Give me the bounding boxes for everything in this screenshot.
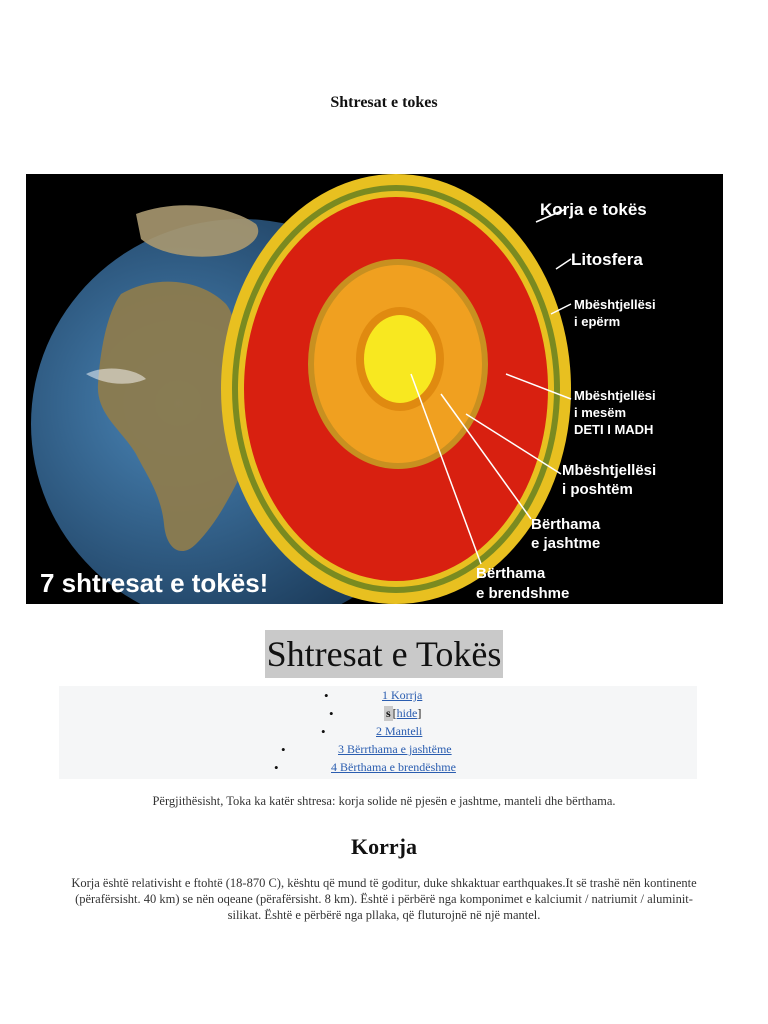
label-mesem-2: i mesëm [574, 405, 627, 420]
earth-layers-illustration [26, 174, 723, 604]
inner-core-layer [364, 315, 436, 403]
section-heading: Korrja [351, 834, 417, 859]
toc-bullet: • [281, 742, 286, 757]
earth-layers-figure [26, 174, 723, 604]
label-korja: Korja e tokës [540, 200, 647, 219]
toc-link-korja[interactable]: 1 Korrja [382, 688, 423, 702]
label-brendshme-2: e brendshme [476, 585, 570, 602]
toc-item [59, 706, 697, 724]
leader-litosfera [556, 259, 571, 269]
toc-item [59, 760, 697, 778]
document-title: Shtresat e tokes [330, 94, 438, 111]
table-of-contents [59, 686, 697, 779]
label-jashtme-1: Bërthama [531, 516, 601, 533]
figure-caption: 7 shtresat e tokës! [40, 568, 269, 598]
toc-hide-link[interactable]: hide [396, 706, 418, 720]
toc-item [59, 742, 697, 760]
toc-link-berthama-brendshme[interactable]: 4 Bërthama e brendëshme [331, 760, 456, 774]
section-paragraph: Korja është relativisht e ftohtë (18-870 C), kështu që mund të goditur, duke shkaktuar earthquakes.It së trashë nën kontinente (përafërsisht. 40 km) se nën oqeane (përafërsisht. 8 km). Është i përbërë nga komponimet e kalciumit / natriumit / aluminit-silikat. Është e përbërë nga pllaka, që fluturojnë në një mantel. [71, 876, 697, 922]
label-eperm-2: i epërm [574, 314, 621, 329]
label-eperm-1: Mbështjellësi [574, 297, 656, 312]
toc-item [59, 724, 697, 742]
toc-link-manteli[interactable]: 2 Manteli [376, 724, 423, 738]
main-heading-wrap [0, 630, 768, 678]
label-poshtem-1: Mbështjellësi [562, 462, 657, 479]
toc-bullet: • [274, 760, 279, 775]
toc-bracket-close: ] [417, 706, 422, 720]
label-brendshme-1: Bërthama [476, 565, 546, 582]
toc-bullet: • [324, 688, 329, 703]
toc-bullet: • [321, 724, 326, 739]
toc-toggle [384, 706, 421, 721]
label-mesem-3: DETI I MADH [574, 422, 654, 437]
toc-link-berthama-jashtme[interactable]: 3 Bërrthama e jashtëme [338, 742, 452, 756]
label-mesem-1: Mbështjellësi [574, 388, 656, 403]
toc-bracket-open: [ [392, 706, 397, 720]
label-litosfera: Litosfera [571, 250, 643, 269]
label-poshtem-2: i poshtëm [562, 481, 633, 498]
label-jashtme-2: e jashtme [531, 535, 601, 552]
intro-paragraph: Përgjithësisht, Toka ka katër shtresa: korja solide në pjesën e jashtme, manteli dhe bërthama. [152, 794, 616, 808]
toc-s-label: s [386, 706, 391, 720]
toc-bullet: • [329, 706, 334, 721]
main-heading: Shtresat e Tokës [265, 630, 504, 678]
toc-item [59, 688, 697, 706]
